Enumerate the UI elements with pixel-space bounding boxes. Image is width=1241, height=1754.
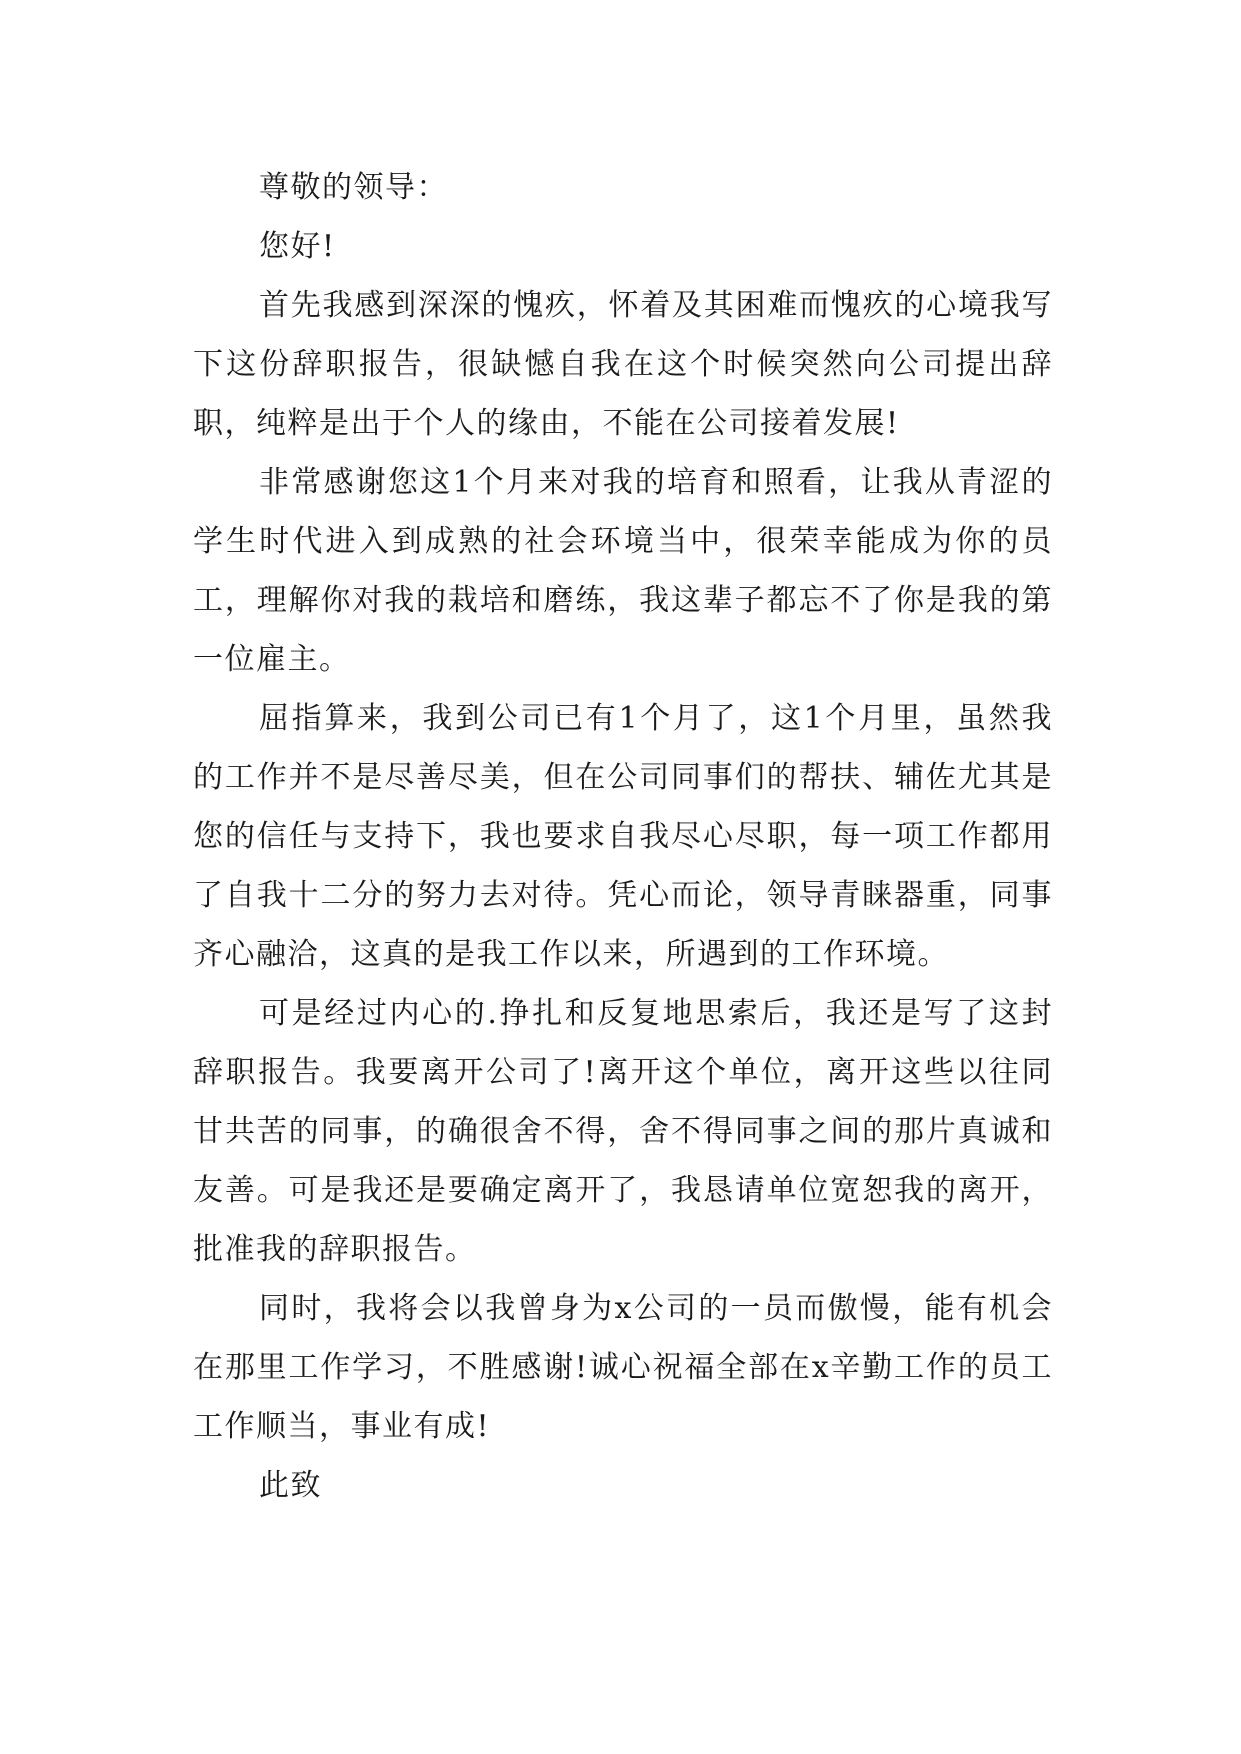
closing: 此致 (259, 1468, 322, 1503)
paragraph-reflection: 屈指算来，我到公司已有1个月了，这1个月里，虽然我的工作并不是尽善尽美，但在公司同事们的帮扶、辅佐尤其是您的信任与支持下，我也要求自我尽心尽职，每一项工作都用了自我十二分的努力去对待。凭心而论，领导青睐器重，同事齐心融洽，这真的是我工作以来，所遇到的工作环境。 (193, 701, 1053, 972)
paragraph-gratitude: 非常感谢您这1个月来对我的培育和照看，让我从青涩的学生时代进入到成熟的社会环境当中，很荣幸能成为你的员工，理解你对我的栽培和磨练，我这辈子都忘不了你是我的第一位雇主。 (193, 465, 1053, 677)
salutation: 尊敬的领导： (259, 170, 448, 205)
paragraph-decision: 可是经过内心的.挣扎和反复地思索后，我还是写了这封辞职报告。我要离开公司了!离开这个单位，离开这些以往同甘共苦的同事，的确很舍不得，舍不得同事之间的那片真诚和友善。可是我还是要确定离开了，我恳请单位宽恕我的离开，批准我的辞职报告。 (193, 996, 1053, 1267)
letter-body (193, 158, 1053, 1515)
paragraph-apology: 首先我感到深深的愧疚，怀着及其困难而愧疚的心境我写下这份辞职报告，很缺憾自我在这个时候突然向公司提出辞职，纯粹是出于个人的缘由，不能在公司接着发展! (193, 288, 1053, 441)
paragraph-blessing: 同时，我将会以我曾身为x公司的一员而傲慢，能有机会在那里工作学习，不胜感谢!诚心祝福全部在x辛勤工作的员工工作顺当，事业有成! (193, 1291, 1053, 1444)
greeting: 您好! (259, 229, 336, 264)
